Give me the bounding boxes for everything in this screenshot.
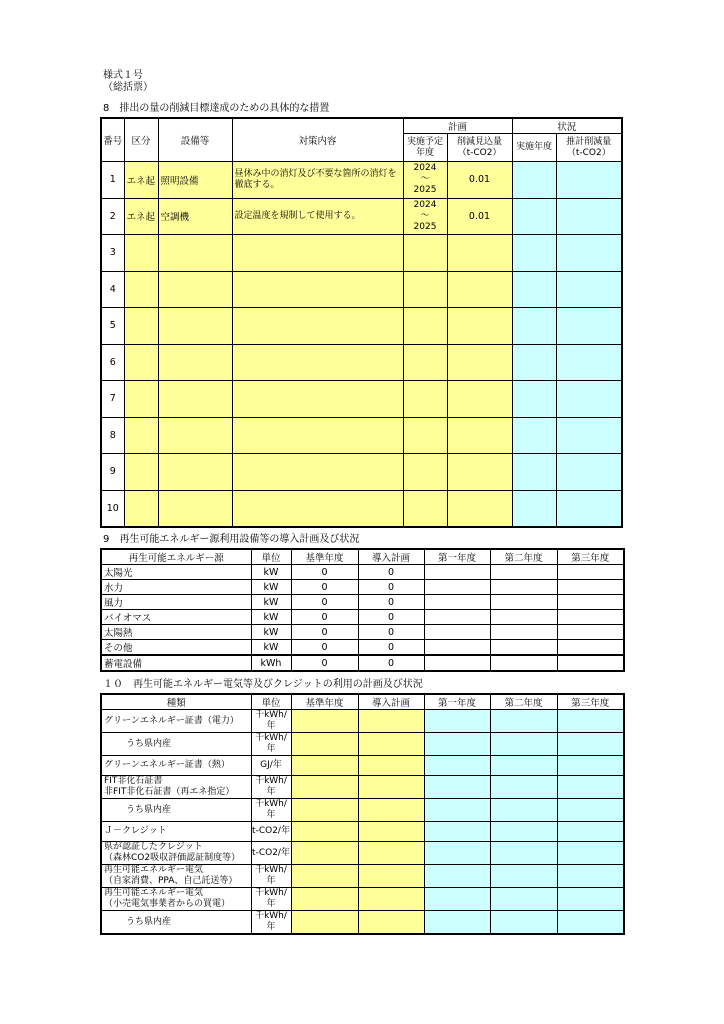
row-year-2 — [490, 710, 557, 733]
row-year-1 — [424, 580, 490, 595]
row-est-reduction — [556, 235, 622, 272]
row-kind-line2: （自家消費、PPA、自己託送等） — [104, 876, 238, 886]
row-category — [124, 271, 158, 308]
row-plan — [358, 888, 424, 911]
row-measure — [232, 344, 403, 381]
header-base-year: 基準年度 — [291, 549, 358, 565]
row-base — [291, 865, 358, 888]
row-kind-line1: FIT非化石証書 — [104, 776, 163, 786]
table-row — [101, 490, 622, 527]
header-done-year: 実施年度 — [512, 134, 556, 162]
table-row — [101, 776, 624, 799]
header-kind: 種類 — [101, 694, 251, 710]
row-year-1 — [424, 710, 490, 733]
row-number: 7 — [101, 381, 124, 418]
row-year-3 — [557, 733, 624, 756]
row-kind-line1: 県が認証したクレジット — [104, 842, 203, 852]
row-base — [291, 822, 358, 842]
row-year-2 — [490, 756, 557, 776]
table-row — [101, 733, 624, 756]
renewable-equipment-table — [100, 548, 625, 672]
row-year-1 — [424, 655, 490, 671]
section-8-title: 8 排出の量の削減目標達成のための具体的な措置 — [103, 103, 330, 114]
row-equipment: 空調機 — [158, 198, 232, 235]
row-plan — [358, 756, 424, 776]
header-year-2: 第二年度 — [490, 549, 557, 565]
row-measure — [232, 308, 403, 345]
row-measure — [232, 417, 403, 454]
row-number: 9 — [101, 454, 124, 491]
row-impl-year — [403, 308, 447, 345]
row-unit: 千kWh/年 — [251, 733, 291, 756]
row-plan: 0 — [358, 595, 424, 610]
row-measure — [232, 490, 403, 527]
row-base — [291, 842, 358, 865]
row-year-3 — [557, 842, 624, 865]
table-row — [101, 580, 624, 595]
row-done-year — [512, 490, 556, 527]
row-year-1 — [424, 640, 490, 656]
row-plan: 0 — [358, 580, 424, 595]
row-done-year — [512, 381, 556, 418]
row-number: 8 — [101, 417, 124, 454]
table-row — [101, 344, 622, 381]
table-row — [101, 640, 624, 656]
row-number: 2 — [101, 198, 124, 235]
row-reduction — [447, 490, 512, 527]
row-year-1 — [424, 865, 490, 888]
header-year-3: 第三年度 — [557, 694, 624, 710]
row-est-reduction — [556, 417, 622, 454]
row-equipment — [158, 235, 232, 272]
row-kind — [101, 776, 251, 799]
row-unit: kW — [251, 580, 291, 595]
row-kind-line1: グリーンエネルギー証書（電力） — [104, 715, 239, 726]
row-done-year — [512, 162, 556, 199]
row-plan — [358, 911, 424, 935]
row-kind-line2: （小売電気事業者からの買電） — [104, 899, 231, 909]
row-base: 0 — [291, 655, 358, 671]
table-row — [101, 271, 622, 308]
row-measure — [232, 271, 403, 308]
row-year-2 — [490, 888, 557, 911]
row-year-2 — [490, 842, 557, 865]
table-row — [101, 888, 624, 911]
row-category: エネ起 — [124, 198, 158, 235]
row-unit: kW — [251, 640, 291, 656]
row-category: エネ起 — [124, 162, 158, 199]
row-number: 10 — [101, 490, 124, 527]
form-subtitle: （総括票） — [103, 82, 153, 93]
row-year-3 — [557, 888, 624, 911]
row-equipment — [158, 454, 232, 491]
row-year-1 — [424, 625, 490, 640]
row-year-1 — [424, 776, 490, 799]
header-category: 区分 — [124, 118, 158, 162]
row-equipment — [158, 417, 232, 454]
row-category — [124, 490, 158, 527]
row-unit: 千kWh/年 — [251, 911, 291, 935]
header-impl-year: 実施予定年度 — [403, 134, 447, 162]
table-row — [101, 235, 622, 272]
row-kind-line2: 非FIT非化石証書（再エネ指定） — [104, 787, 235, 797]
row-measure — [232, 454, 403, 491]
row-equipment: 照明設備 — [158, 162, 232, 199]
row-year-1 — [424, 756, 490, 776]
row-year-2 — [490, 799, 557, 822]
row-year-3 — [557, 640, 624, 656]
table-row — [101, 865, 624, 888]
row-reduction: 0.01 — [447, 198, 512, 235]
row-number: 5 — [101, 308, 124, 345]
row-impl-year — [403, 235, 447, 272]
row-year-3 — [557, 625, 624, 640]
row-done-year — [512, 417, 556, 454]
row-year-3 — [557, 580, 624, 595]
row-year-3 — [557, 655, 624, 671]
row-est-reduction — [556, 381, 622, 418]
row-unit: 千kWh/年 — [251, 799, 291, 822]
row-equipment — [158, 381, 232, 418]
row-year-2 — [490, 865, 557, 888]
row-unit: kW — [251, 595, 291, 610]
row-kind-line1: 再生可能エネルギー電気 — [104, 888, 204, 898]
row-year-2 — [490, 580, 557, 595]
header-intro-plan: 導入計画 — [358, 549, 424, 565]
row-year-3 — [557, 776, 624, 799]
row-equipment — [158, 271, 232, 308]
row-year-1 — [424, 565, 490, 580]
row-year-1 — [424, 595, 490, 610]
row-year-1 — [424, 822, 490, 842]
row-reduction — [447, 308, 512, 345]
header-year-1: 第一年度 — [424, 549, 490, 565]
header-est-reduction: 推計削減量 （t-CO2） — [556, 134, 622, 162]
row-number: 1 — [101, 162, 124, 199]
row-base — [291, 733, 358, 756]
row-unit: 千kWh/年 — [251, 776, 291, 799]
row-unit: kWh — [251, 655, 291, 671]
table-row — [101, 911, 624, 935]
table-row — [101, 308, 622, 345]
row-impl-year — [403, 490, 447, 527]
row-year-2 — [490, 595, 557, 610]
row-unit: 千kWh/年 — [251, 710, 291, 733]
row-source: 蓄電設備 — [101, 655, 251, 671]
row-plan — [358, 865, 424, 888]
row-reduction — [447, 381, 512, 418]
row-number: 3 — [101, 235, 124, 272]
row-reduction — [447, 271, 512, 308]
table-row — [101, 595, 624, 610]
row-kind-line1: グリーンエネルギー証書（熱） — [104, 760, 230, 770]
row-kind — [101, 756, 251, 776]
table-row — [101, 381, 622, 418]
row-source: 水力 — [101, 580, 251, 595]
row-unit: kW — [251, 610, 291, 625]
header-year-2: 第二年度 — [490, 694, 557, 710]
row-base: 0 — [291, 610, 358, 625]
row-done-year — [512, 235, 556, 272]
row-kind-line1: うち県内産 — [126, 804, 172, 815]
table-row — [101, 799, 624, 822]
row-est-reduction — [556, 198, 622, 235]
row-plan — [358, 733, 424, 756]
row-plan — [358, 842, 424, 865]
row-year-3 — [557, 756, 624, 776]
row-plan: 0 — [358, 655, 424, 671]
row-year-1 — [424, 888, 490, 911]
row-base: 0 — [291, 595, 358, 610]
renewable-credit-table — [100, 693, 625, 935]
table-row — [101, 710, 624, 733]
row-unit: t-CO2/年 — [251, 842, 291, 865]
row-measure — [232, 381, 403, 418]
row-base — [291, 888, 358, 911]
row-kind — [101, 911, 251, 935]
row-base — [291, 756, 358, 776]
table-row — [101, 198, 622, 235]
row-measure — [232, 235, 403, 272]
row-base: 0 — [291, 580, 358, 595]
row-kind — [101, 888, 251, 911]
row-year-3 — [557, 565, 624, 580]
header-source: 再生可能エネルギー源 — [101, 549, 251, 565]
row-impl-year — [403, 271, 447, 308]
row-base: 0 — [291, 640, 358, 656]
row-year-3 — [557, 799, 624, 822]
row-equipment — [158, 490, 232, 527]
row-plan: 0 — [358, 565, 424, 580]
header-base-year: 基準年度 — [291, 694, 358, 710]
table-row — [101, 565, 624, 580]
header-measure: 対策内容 — [232, 118, 403, 162]
row-est-reduction — [556, 490, 622, 527]
row-category — [124, 235, 158, 272]
row-year-3 — [557, 595, 624, 610]
row-year-2 — [490, 640, 557, 656]
row-done-year — [512, 344, 556, 381]
row-est-reduction — [556, 162, 622, 199]
row-plan: 0 — [358, 625, 424, 640]
measures-table — [100, 117, 623, 528]
row-year-2 — [490, 776, 557, 799]
header-year-3: 第三年度 — [557, 549, 624, 565]
row-est-reduction — [556, 271, 622, 308]
row-plan — [358, 799, 424, 822]
row-impl-year: 2024～2025 — [403, 198, 447, 235]
row-measure: 設定温度を規制して使用する。 — [232, 198, 403, 235]
row-year-3 — [557, 822, 624, 842]
row-base — [291, 776, 358, 799]
table-row — [101, 842, 624, 865]
row-measure: 昼休み中の消灯及び不要な箇所の消灯を徹底する。 — [232, 162, 403, 199]
row-kind-line2: （森林CO2吸収評価認証制度等） — [104, 853, 241, 863]
table-row — [101, 625, 624, 640]
row-est-reduction — [556, 344, 622, 381]
header-no: 番号 — [101, 118, 124, 162]
row-year-1 — [424, 799, 490, 822]
row-reduction — [447, 235, 512, 272]
row-kind-line1: Ｊ－クレジット — [104, 826, 167, 836]
row-year-2 — [490, 822, 557, 842]
row-plan: 0 — [358, 640, 424, 656]
row-year-3 — [557, 911, 624, 935]
row-done-year — [512, 198, 556, 235]
row-equipment — [158, 344, 232, 381]
section-10-title: １０ 再生可能エネルギー電気等及びクレジットの利用の計画及び状況 — [103, 679, 423, 690]
row-est-reduction — [556, 454, 622, 491]
row-category — [124, 344, 158, 381]
row-source: 風力 — [101, 595, 251, 610]
row-unit: 千kWh/年 — [251, 888, 291, 911]
row-impl-year — [403, 454, 447, 491]
header-reduction: 削減見込量 （t-CO2） — [447, 134, 512, 162]
row-unit: kW — [251, 625, 291, 640]
row-category — [124, 454, 158, 491]
row-kind — [101, 733, 251, 756]
row-year-2 — [490, 565, 557, 580]
row-source: バイオマス — [101, 610, 251, 625]
row-kind-line1: うち県内産 — [126, 916, 172, 927]
row-impl-year — [403, 417, 447, 454]
header-unit: 単位 — [251, 694, 291, 710]
row-year-1 — [424, 733, 490, 756]
header-status: 状況 — [512, 118, 622, 134]
row-reduction — [447, 417, 512, 454]
row-number: 4 — [101, 271, 124, 308]
row-base: 0 — [291, 625, 358, 640]
row-plan — [358, 822, 424, 842]
row-base — [291, 799, 358, 822]
row-year-1 — [424, 911, 490, 935]
row-plan — [358, 776, 424, 799]
header-unit: 単位 — [251, 549, 291, 565]
row-category — [124, 417, 158, 454]
table-row — [101, 454, 622, 491]
row-unit: kW — [251, 565, 291, 580]
row-kind-line1: うち県内産 — [126, 738, 172, 749]
row-kind — [101, 865, 251, 888]
row-equipment — [158, 308, 232, 345]
header-year-1: 第一年度 — [424, 694, 490, 710]
row-year-3 — [557, 865, 624, 888]
table-row — [101, 610, 624, 625]
row-category — [124, 381, 158, 418]
row-kind — [101, 710, 251, 733]
row-done-year — [512, 308, 556, 345]
row-year-2 — [490, 655, 557, 671]
header-intro-plan: 導入計画 — [358, 694, 424, 710]
header-plan: 計画 — [403, 118, 512, 134]
table-row — [101, 417, 622, 454]
row-reduction — [447, 344, 512, 381]
row-kind — [101, 799, 251, 822]
row-source: その他 — [101, 640, 251, 656]
row-category — [124, 308, 158, 345]
row-impl-year: 2024～2025 — [403, 162, 447, 199]
row-unit: 千kWh/年 — [251, 865, 291, 888]
row-kind — [101, 822, 251, 842]
row-done-year — [512, 454, 556, 491]
row-impl-year — [403, 344, 447, 381]
row-kind — [101, 842, 251, 865]
row-plan: 0 — [358, 610, 424, 625]
table-row — [101, 756, 624, 776]
row-impl-year — [403, 381, 447, 418]
row-done-year — [512, 271, 556, 308]
row-year-3 — [557, 610, 624, 625]
row-reduction — [447, 454, 512, 491]
row-est-reduction — [556, 308, 622, 345]
row-year-2 — [490, 625, 557, 640]
row-reduction: 0.01 — [447, 162, 512, 199]
row-unit: GJ/年 — [251, 756, 291, 776]
row-base — [291, 911, 358, 935]
row-year-3 — [557, 710, 624, 733]
row-number: 6 — [101, 344, 124, 381]
row-year-2 — [490, 733, 557, 756]
row-year-2 — [490, 610, 557, 625]
row-source: 太陽光 — [101, 565, 251, 580]
row-base: 0 — [291, 565, 358, 580]
row-source: 太陽熱 — [101, 625, 251, 640]
row-plan — [358, 710, 424, 733]
row-year-1 — [424, 842, 490, 865]
table-row — [101, 655, 624, 671]
form-number: 様式１号 — [103, 70, 143, 81]
row-year-2 — [490, 911, 557, 935]
row-unit: t-CO2/年 — [251, 822, 291, 842]
section-9-title: 9 再生可能エネルギー源利用設備等の導入計画及び状況 — [103, 534, 360, 545]
header-equipment: 設備等 — [158, 118, 232, 162]
row-base — [291, 710, 358, 733]
table-row — [101, 162, 622, 199]
table-row — [101, 822, 624, 842]
row-year-1 — [424, 610, 490, 625]
row-kind-line1: 再生可能エネルギー電気 — [104, 865, 204, 875]
